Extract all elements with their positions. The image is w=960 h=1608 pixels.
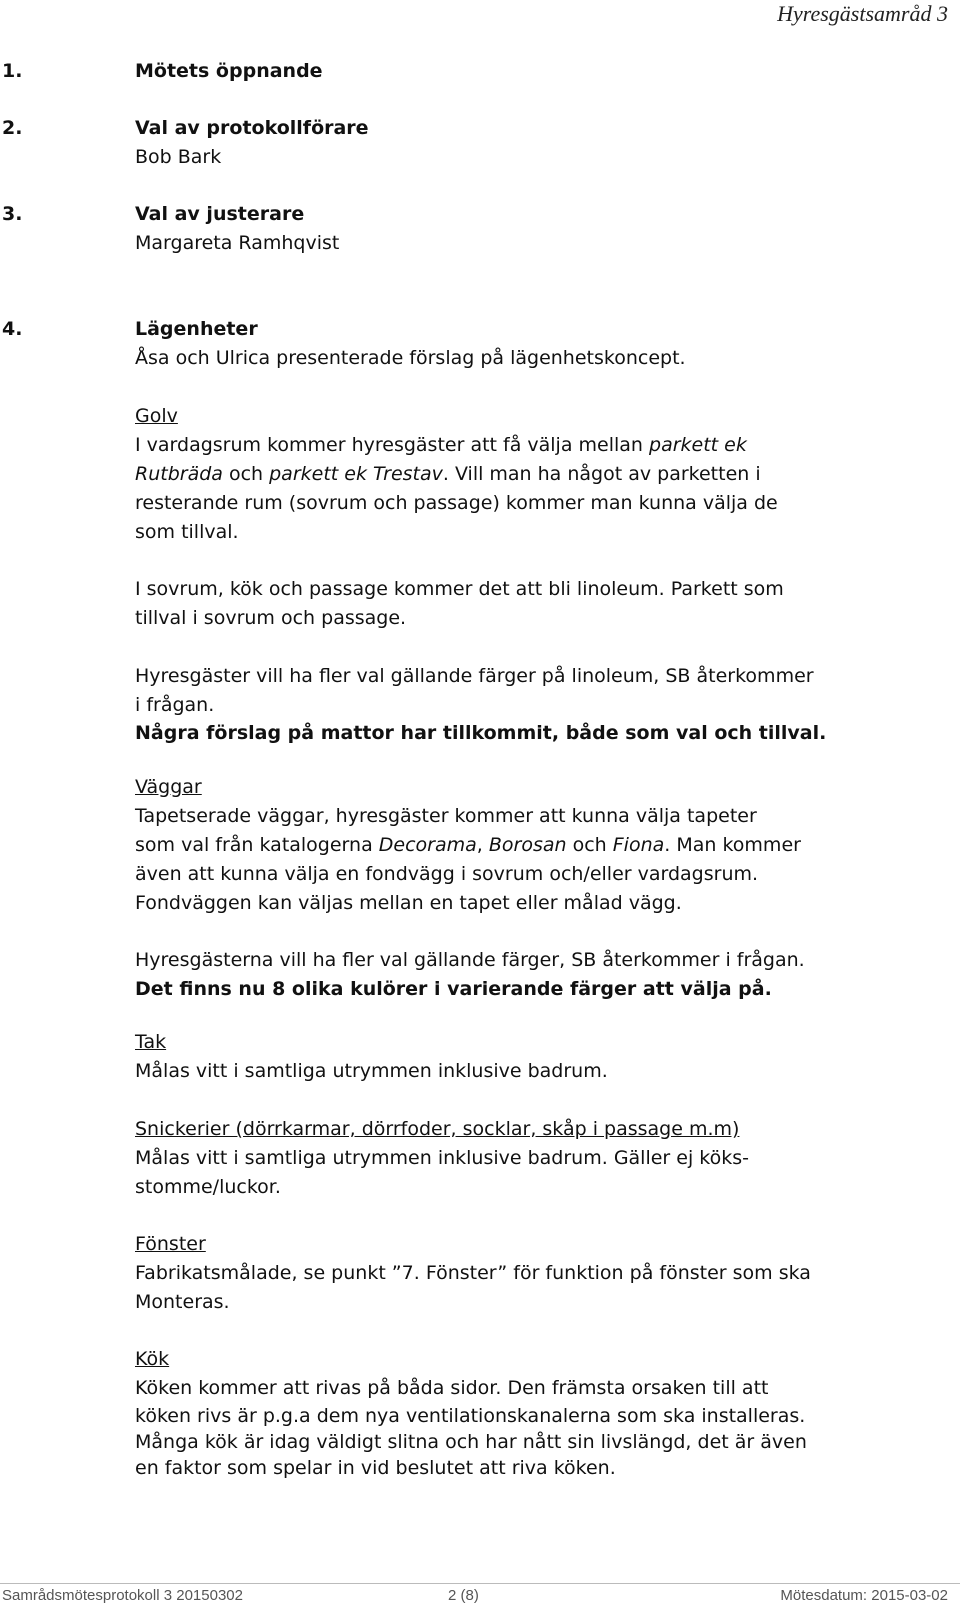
section-heading: Väggar <box>135 776 202 798</box>
text-run-italic: parkett ek <box>649 434 747 456</box>
paragraph-line <box>135 460 761 489</box>
text-run-italic: Rutbräda <box>135 463 223 485</box>
footer-meeting-date: Mötesdatum: 2015-03-02 <box>780 1587 948 1604</box>
paragraph-line <box>135 431 747 460</box>
text-run-italic: parkett ek Trestav <box>269 463 443 485</box>
bold-note: Det finns nu 8 olika kulörer i varierande färger att välja på. <box>135 978 772 1000</box>
item-text: Bob Bark <box>135 146 222 168</box>
paragraph-line: köken rivs är p.g.a dem nya ventilationskanalerna som ska installeras. <box>135 1405 806 1427</box>
section-heading: Snickerier (dörrkarmar, dörrfoder, socklar, skåp i passage m.m) <box>135 1118 740 1140</box>
paragraph-line: Monteras. <box>135 1291 230 1313</box>
section-heading: Tak <box>135 1031 167 1053</box>
item-number: 4. <box>2 318 23 340</box>
item-title: Val av protokollförare <box>135 117 369 139</box>
paragraph-line: resterande rum (sovrum och passage) kommer man kunna välja de <box>135 492 778 514</box>
text-run: I vardagsrum kommer hyresgäster att få välja mellan <box>135 434 650 456</box>
text-run: . Vill man ha något av parketten i <box>442 463 761 485</box>
paragraph-line: som tillval. <box>135 521 239 543</box>
footer-page-number: 2 (8) <box>448 1587 479 1604</box>
text-run-italic: Borosan <box>488 834 567 856</box>
paragraph-line: Fondväggen kan väljas mellan en tapet eller målad vägg. <box>135 892 682 914</box>
item-text: Margareta Ramhqvist <box>135 232 340 254</box>
text-run: och <box>222 463 270 485</box>
paragraph-line: i frågan. <box>135 694 215 716</box>
paragraph-line: Målas vitt i samtliga utrymmen inklusive badrum. <box>135 1060 608 1082</box>
section-heading: Golv <box>135 405 178 427</box>
text-run: som val från katalogerna <box>135 834 379 856</box>
item-title: Val av justerare <box>135 203 305 225</box>
paragraph-line: även att kunna välja en fondvägg i sovrum och/eller vardagsrum. <box>135 863 759 885</box>
paragraph-line: stomme/luckor. <box>135 1176 281 1198</box>
item-text: Åsa och Ulrica presenterade förslag på lägenhetskoncept. <box>135 347 686 369</box>
paragraph-line: Hyresgäster vill ha fler val gällande färger på linoleum, SB återkommer <box>135 665 814 687</box>
item-title: Mötets öppnande <box>135 60 323 82</box>
paragraph-line: Tapetserade väggar, hyresgäster kommer att kunna välja tapeter <box>135 805 757 827</box>
section-heading: Fönster <box>135 1233 206 1255</box>
text-run: , <box>476 834 489 856</box>
paragraph-line: Många kök är idag väldigt slitna och har nått sin livslängd, det är även <box>135 1431 807 1453</box>
section-heading: Kök <box>135 1348 170 1370</box>
paragraph-line: I sovrum, kök och passage kommer det att bli linoleum. Parkett som <box>135 578 784 600</box>
item-number: 3. <box>2 203 23 225</box>
text-run-italic: Fiona <box>612 834 665 856</box>
text-run-italic: Decorama <box>378 834 477 856</box>
paragraph-line: Köken kommer att rivas på båda sidor. Den främsta orsaken till att <box>135 1377 769 1399</box>
paragraph-line: Målas vitt i samtliga utrymmen inklusive badrum. Gäller ej köks- <box>135 1147 749 1169</box>
item-number: 2. <box>2 117 23 139</box>
footer-document-name: Samrådsmötesprotokoll 3 20150302 <box>2 1587 243 1604</box>
paragraph-line: Fabrikatsmålade, se punkt ”7. Fönster” för funktion på fönster som ska <box>135 1262 811 1284</box>
document-title: Hyresgästsamråd 3 <box>777 1 948 26</box>
item-title: Lägenheter <box>135 318 258 340</box>
footer-divider <box>0 1583 960 1584</box>
paragraph-line <box>135 831 801 860</box>
paragraph-line: Hyresgästerna vill ha fler val gällande färger, SB återkommer i frågan. <box>135 949 805 971</box>
item-number: 1. <box>2 60 23 82</box>
text-run: . Man kommer <box>664 834 801 856</box>
bold-note: Några förslag på mattor har tillkommit, både som val och tillval. <box>135 722 827 744</box>
text-run: och <box>566 834 613 856</box>
paragraph-line: en faktor som spelar in vid beslutet att riva köken. <box>135 1457 616 1479</box>
paragraph-line: tillval i sovrum och passage. <box>135 607 407 629</box>
